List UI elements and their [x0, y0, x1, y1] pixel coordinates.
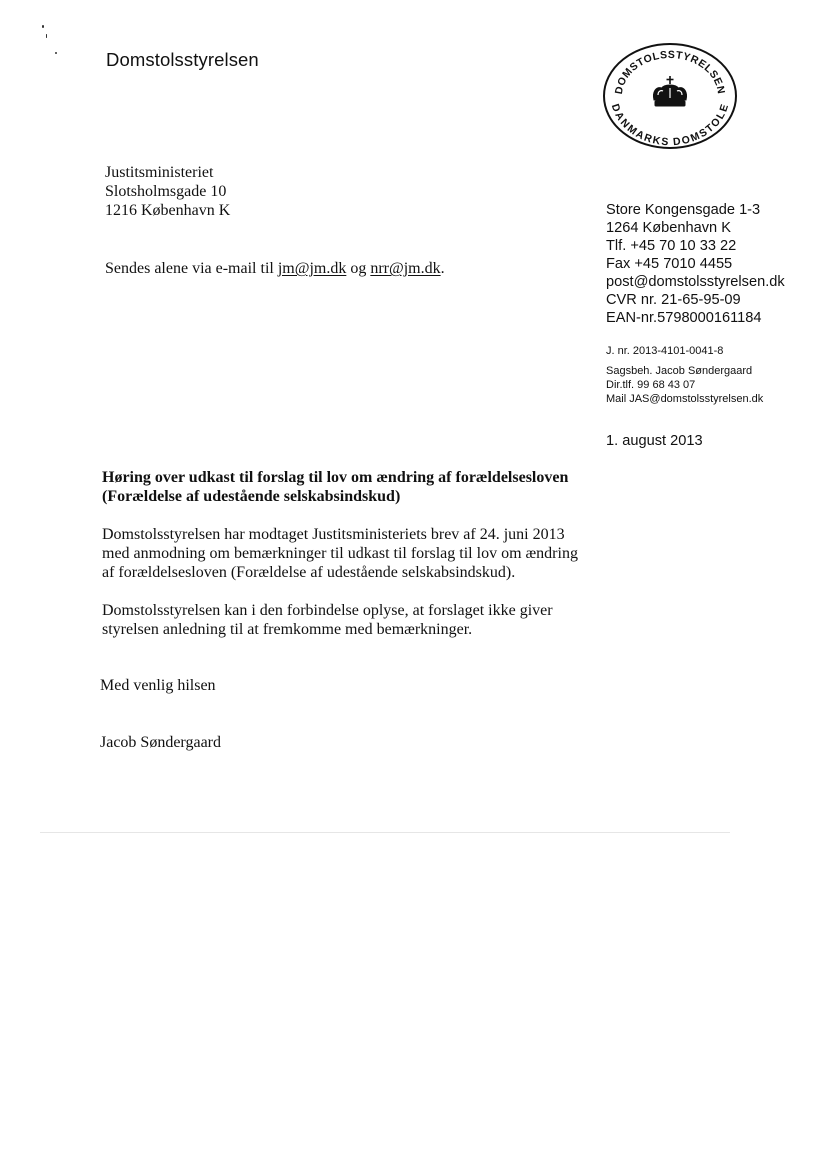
seal-top-text: DOMSTOLSSTYRELSEN: [612, 48, 728, 96]
scan-speck: [42, 25, 44, 28]
sender-address-line: CVR nr. 21-65-95-09: [606, 292, 741, 308]
scan-divider: [40, 832, 730, 833]
email-link-nrr[interactable]: nrr@jm.dk: [370, 260, 441, 277]
svg-text:DANMARKS DOMSTOLE: [609, 102, 731, 148]
body-line: styrelsen anledning til at fremkomme med bemærkninger.: [102, 621, 473, 638]
body-paragraph-1: [102, 525, 622, 582]
sender-address-line: Tlf. +45 70 10 33 22: [606, 238, 737, 254]
subject-line: (Forældelse af udestående selskabsindskud): [102, 488, 401, 505]
body-line: Domstolsstyrelsen har modtaget Justitsministeriets brev af 24. juni 2013: [102, 526, 565, 543]
recipient-line: Slotsholmsgade 10: [105, 183, 227, 200]
sender-address-line: Store Kongensgade 1-3: [606, 202, 761, 218]
sender-address-line: 1264 København K: [606, 220, 731, 236]
case-handler: Sagsbeh. Jacob Søndergaard: [606, 365, 753, 377]
body-line: Domstolsstyrelsen kan i den forbindelse oplyse, at forslaget ikke giver: [102, 602, 553, 619]
signature-name: Jacob Søndergaard: [100, 734, 221, 751]
delivery-joiner: og: [346, 260, 371, 277]
delivery-suffix: .: [440, 260, 445, 277]
delivery-prefix: Sendes alene via e-mail til: [105, 260, 278, 277]
closing-greeting: Med venlig hilsen: [100, 677, 216, 694]
scan-speck: [46, 34, 47, 38]
subject-line: Høring over udkast til forslag til lov om ændring af forældelsesloven: [102, 469, 569, 486]
sender-address-line: Fax +45 7010 4455: [606, 256, 733, 272]
org-header: Domstolsstyrelsen: [106, 49, 259, 70]
body-paragraph-2: [102, 601, 622, 639]
case-info: [606, 344, 763, 406]
domstolsstyrelsen-seal-logo: [600, 40, 740, 152]
sender-address-line: EAN-nr.5798000161184: [606, 310, 762, 326]
handler-mail: Mail JAS@domstolsstyrelsen.dk: [606, 393, 764, 405]
seal-bottom-text: DANMARKS DOMSTOLE: [608, 102, 732, 149]
crown-icon: [653, 76, 686, 106]
sender-address: [606, 201, 785, 327]
letter-date: 1. august 2013: [606, 433, 703, 449]
email-link-jm[interactable]: jm@jm.dk: [277, 260, 347, 277]
recipient-address: [105, 163, 230, 220]
direct-phone: Dir.tlf. 99 68 43 07: [606, 379, 696, 391]
case-number: J. nr. 2013-4101-0041-8: [606, 345, 724, 357]
body-line: af forældelsesloven (Forældelse af udestående selskabsindskud).: [102, 564, 516, 581]
recipient-line: Justitsministeriet: [105, 164, 214, 181]
delivery-note: [105, 260, 445, 278]
sender-address-line: post@domstolsstyrelsen.dk: [606, 274, 785, 290]
letter-subject: [102, 468, 622, 506]
body-line: med anmodning om bemærkninger til udkast til forslag til lov om ændring: [102, 545, 578, 562]
scan-speck: [55, 52, 57, 54]
recipient-line: 1216 København K: [105, 202, 231, 219]
